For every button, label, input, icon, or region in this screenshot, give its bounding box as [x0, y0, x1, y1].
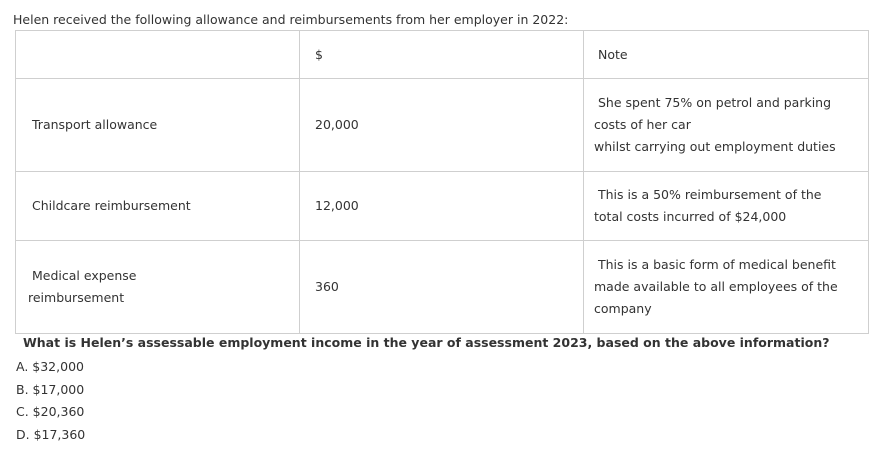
note-line: She spent 75% on petrol and parking	[598, 95, 832, 110]
option-c[interactable]: C. $20,360	[16, 404, 85, 419]
item-label: Childcare reimbursement	[32, 198, 191, 213]
note-line: costs of her car	[594, 117, 691, 132]
table-row	[16, 241, 869, 334]
header-item	[16, 31, 300, 79]
option-a[interactable]: A. $32,000	[16, 359, 84, 374]
note-line: This is a basic form of medical benefit	[598, 257, 836, 272]
note-line: This is a 50% reimbursement of the	[598, 187, 822, 202]
allowance-table	[15, 30, 869, 334]
table-row	[16, 172, 869, 241]
item-cell	[16, 79, 300, 172]
answer-options	[16, 356, 85, 446]
question-text: What is Helen’s assessable employment income in the year of assessment 2023, based on the above information?	[23, 335, 830, 350]
note-line: made available to all employees of the	[594, 279, 838, 294]
header-note	[584, 31, 869, 79]
note-cell	[584, 79, 869, 172]
note-line: total costs incurred of $24,000	[594, 209, 787, 224]
amount-cell: 12,000	[300, 172, 584, 241]
item-label: reimbursement	[28, 290, 125, 305]
amount-cell: 20,000	[300, 79, 584, 172]
option-b[interactable]: B. $17,000	[16, 381, 85, 397]
note-cell	[584, 241, 869, 334]
header-note-label: Note	[598, 46, 628, 62]
note-line: whilst carrying out employment duties	[594, 139, 836, 154]
note-cell	[584, 172, 869, 241]
header-amount: $	[300, 31, 584, 79]
option-d[interactable]: D. $17,360	[16, 426, 86, 442]
intro-text: Helen received the following allowance and reimbursements from her employer in 2022:	[13, 12, 569, 27]
note-line: company	[594, 301, 652, 316]
table-row	[16, 79, 869, 172]
item-label: Medical expense	[32, 268, 137, 283]
item-cell	[16, 241, 300, 334]
item-cell	[16, 172, 300, 241]
amount-cell: 360	[300, 241, 584, 334]
item-label: Transport allowance	[32, 117, 158, 132]
table-header-row	[16, 31, 869, 79]
